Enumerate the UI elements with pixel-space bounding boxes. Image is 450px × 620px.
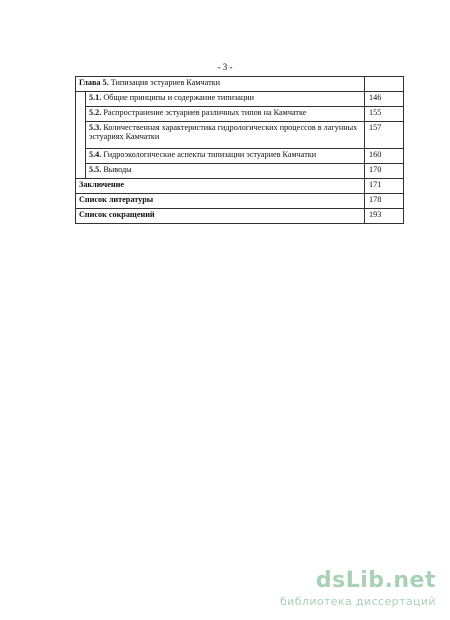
- toc-tail-row: [76, 194, 404, 209]
- toc-section-cell: [86, 164, 365, 179]
- toc-indent: [76, 122, 86, 149]
- toc-tail-row: [76, 209, 404, 224]
- toc-section-row: [76, 122, 404, 149]
- toc-chapter-prefix: Глава 5.: [79, 78, 109, 87]
- toc-section-number: 5.2.: [89, 108, 102, 117]
- toc-conclusion-page: 171: [365, 179, 404, 194]
- toc-section-cell: [86, 92, 365, 107]
- toc-section-number: 5.4.: [89, 150, 102, 159]
- toc-section-row: [76, 149, 404, 164]
- toc-section-number: 5.3.: [89, 123, 102, 132]
- toc-section-title: Общие принципы и содержание типизации: [103, 93, 254, 102]
- toc-section-cell: [86, 107, 365, 122]
- toc-chapter-cell: [76, 77, 365, 92]
- watermark: [280, 570, 436, 608]
- toc-conclusion-title: Заключение: [76, 179, 365, 194]
- toc-section-number: 5.1.: [89, 93, 102, 102]
- toc-section-cell: [86, 149, 365, 164]
- toc-section-page: 155: [365, 107, 404, 122]
- toc-section-page: 160: [365, 149, 404, 164]
- toc-section-title: Выводы: [103, 165, 132, 174]
- toc-abbreviations-page: 193: [365, 209, 404, 224]
- toc-indent: [76, 164, 86, 179]
- toc-section-title: Гидроэкологические аспекты типизации эстуариев Камчатки: [103, 150, 317, 159]
- toc-references-title: Список литературы: [76, 194, 365, 209]
- toc-tail-row: [76, 179, 404, 194]
- toc-indent: [76, 107, 86, 122]
- toc-indent: [76, 149, 86, 164]
- toc-section-title: Распространение эстуариев различных типов на Камчатке: [103, 108, 307, 117]
- table-of-contents: [75, 76, 404, 224]
- toc-section-row: [76, 164, 404, 179]
- toc-section-row: [76, 92, 404, 107]
- toc-chapter-page: [365, 77, 404, 92]
- toc-chapter-row: [76, 77, 404, 92]
- watermark-subtitle: библиотека диссертаций: [279, 595, 436, 608]
- toc-abbreviations-title: Список сокращений: [76, 209, 365, 224]
- toc-chapter-title: Типизация эстуариев Камчатки: [110, 78, 221, 87]
- toc-section-row: [76, 107, 404, 122]
- toc-section-title: Количественная характеристика гидрологических процессов в лагунных эстуариях Камчатки: [89, 123, 358, 142]
- toc-references-page: 178: [365, 194, 404, 209]
- page-number: - 3 -: [217, 62, 233, 72]
- watermark-logo: dsLib.net: [315, 568, 436, 593]
- toc-section-cell: [86, 122, 365, 149]
- toc-section-page: 157: [365, 122, 404, 149]
- toc-indent: [76, 92, 86, 107]
- toc-section-page: 146: [365, 92, 404, 107]
- toc-section-page: 170: [365, 164, 404, 179]
- toc-section-number: 5.5.: [89, 165, 102, 174]
